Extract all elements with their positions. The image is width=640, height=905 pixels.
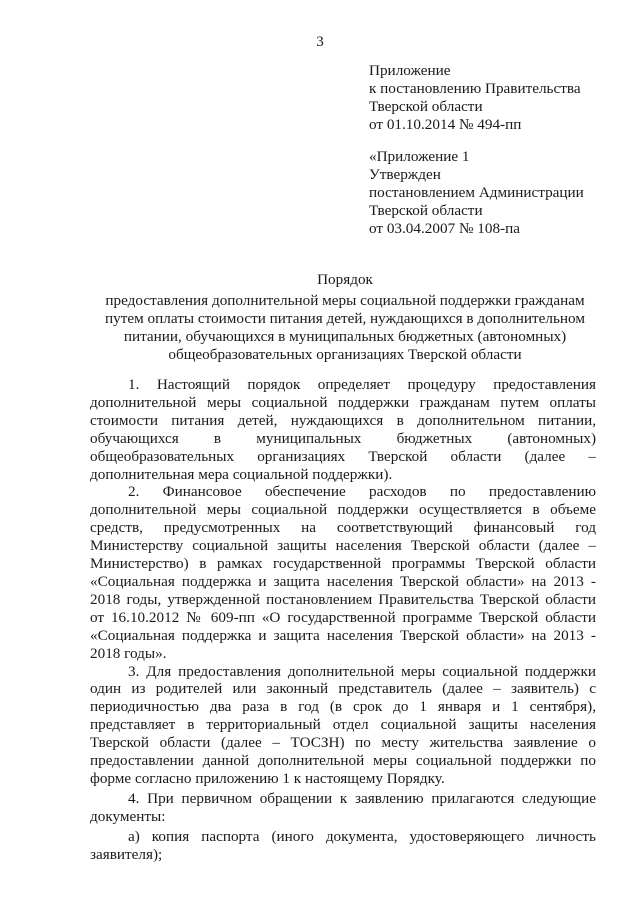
paragraph-4: 4. При первичном обращении к заявлению прилагаются следующие документы: (90, 789, 596, 825)
appendix-header-line: от 01.10.2014 № 494-пп (369, 115, 522, 133)
original-appendix-line: от 03.04.2007 № 108-па (369, 219, 520, 237)
appendix-header (369, 62, 629, 134)
paragraph-4a: а) копия паспорта (иного документа, удостоверяющего личность заявителя); (90, 827, 596, 863)
original-appendix-line: Тверской области (369, 201, 483, 219)
original-appendix-line: «Приложение 1 (369, 148, 470, 165)
original-appendix-header (369, 148, 629, 238)
original-appendix-line: постановлением Администрации (369, 183, 584, 201)
document-subtitle-line: путем оплаты стоимости питания детей, нуждающихся в дополнительном (105, 309, 585, 327)
document-heading (90, 271, 600, 364)
document-subtitle-line: питании, обучающихся в муниципальных бюджетных (автономных) (123, 327, 567, 345)
page-number: 3 (316, 34, 324, 50)
paragraph-3: 3. Для предоставления дополнительной меры социальной поддержки один из родителей или законный представитель (далее – заявитель) с периодичностью два раза в год (в срок до 1 января и 1 сентября), представляет в территориальный отдел социальной защиты населения Тверской области (далее – ТОСЗН) по месту жительства заявление о предоставлении данной дополнительной меры социальной поддержки по форме согласно приложению 1 к настоящему Порядку. (90, 662, 596, 787)
appendix-header-line: к постановлению Правительства (369, 79, 581, 97)
paragraph-2: 2. Финансовое обеспечение расходов по предоставлению дополнительной меры социальной поддержки осуществляется в объеме средств, предусмотренных на соответствующий финансовый год Министерству социальной защиты населения Тверской области (далее – Министерство) в рамках государственной программы Тверской области «Социальная поддержка и защита населения Тверской области» на 2013 - 2018 годы, утвержденной постановлением Правительства Тверской области от 16.10.2012 № 609-пп «О государственной программе Тверской области «Социальная поддержка и защита населения Тверской области» на 2013 - 2018 годы». (90, 483, 596, 662)
paragraph-1: 1. Настоящий порядок определяет процедуру предоставления дополнительной меры социальной поддержки гражданам путем оплаты стоимости питания детей, нуждающихся в дополнительном питании, обучающихся в муниципальных бюджетных (автономных) общеобразовательных организациях Тверской области (далее – дополнительная мера социальной поддержки). (90, 376, 596, 483)
document-title: Порядок (317, 271, 373, 288)
original-appendix-line: Утвержден (369, 165, 441, 183)
appendix-header-line: Тверской области (369, 97, 483, 115)
document-subtitle-line: общеобразовательных организациях Тверской области (168, 345, 522, 363)
appendix-header-line: Приложение (369, 62, 451, 79)
document-subtitle-line: предоставления дополнительной меры социальной поддержки гражданам (105, 291, 585, 309)
document-body (90, 376, 596, 863)
